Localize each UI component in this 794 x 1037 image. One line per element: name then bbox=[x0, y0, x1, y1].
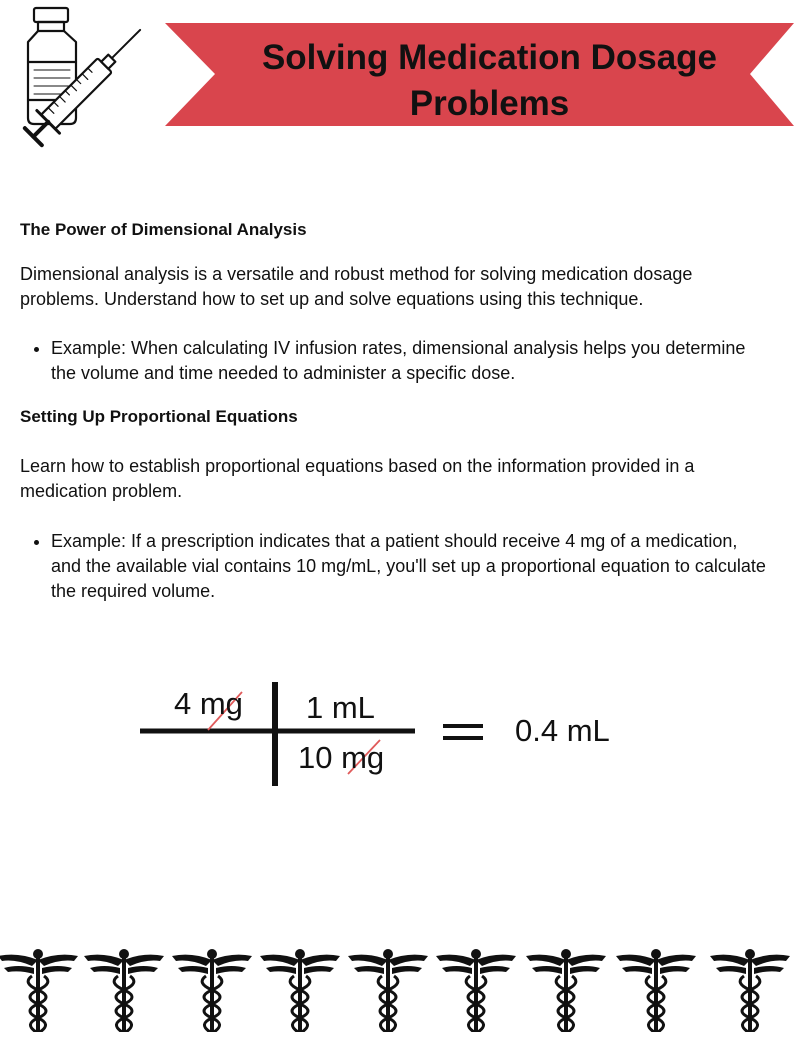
section-heading-dimensional-analysis: The Power of Dimensional Analysis bbox=[20, 220, 307, 239]
caduceus-icon bbox=[526, 949, 606, 1032]
caduceus-border bbox=[0, 948, 794, 1032]
caduceus-icon bbox=[0, 949, 78, 1032]
dimensional-analysis-equation bbox=[130, 670, 650, 800]
list-item: • Example: If a prescription indicates that a patient should receive 4 mg of a medication, and the available vial contains 10 mg/mL, you'll set up a proportional equation to calculate the required volume. bbox=[51, 529, 772, 604]
equation-result: 0.4 mL bbox=[515, 713, 610, 748]
content bbox=[20, 218, 772, 604]
caduceus-icon bbox=[616, 949, 696, 1032]
caduceus-icon bbox=[260, 949, 340, 1032]
equation-numerator-right: 1 mL bbox=[306, 690, 375, 725]
equation-denominator-right: 10 mg bbox=[298, 740, 385, 775]
equation-numerator-left: 4 mg bbox=[174, 686, 243, 721]
section-paragraph-proportional-equations: Learn how to establish proportional equations based on the information provided in a medication problem. bbox=[20, 456, 695, 501]
section-heading-proportional-equations: Setting Up Proportional Equations bbox=[20, 407, 298, 426]
caduceus-icon bbox=[172, 949, 252, 1032]
title-banner bbox=[165, 23, 794, 126]
caduceus-icon bbox=[436, 949, 516, 1032]
list-item: • Example: When calculating IV infusion rates, dimensional analysis helps you determine the volume and time needed to administer a specific dose. bbox=[51, 336, 772, 386]
page-title: Solving Medication Dosage Problems bbox=[261, 38, 718, 123]
bullet-list-dimensional-analysis bbox=[20, 336, 772, 386]
bullet-list-proportional-equations bbox=[20, 529, 772, 604]
caduceus-icon bbox=[348, 949, 428, 1032]
vial-syringe-icon bbox=[0, 0, 165, 165]
caduceus-icon bbox=[710, 949, 790, 1032]
section-paragraph-dimensional-analysis: Dimensional analysis is a versatile and robust method for solving medication dosage problems. Understand how to set up and solve equations using this technique. bbox=[20, 264, 693, 309]
caduceus-icon bbox=[84, 949, 164, 1032]
